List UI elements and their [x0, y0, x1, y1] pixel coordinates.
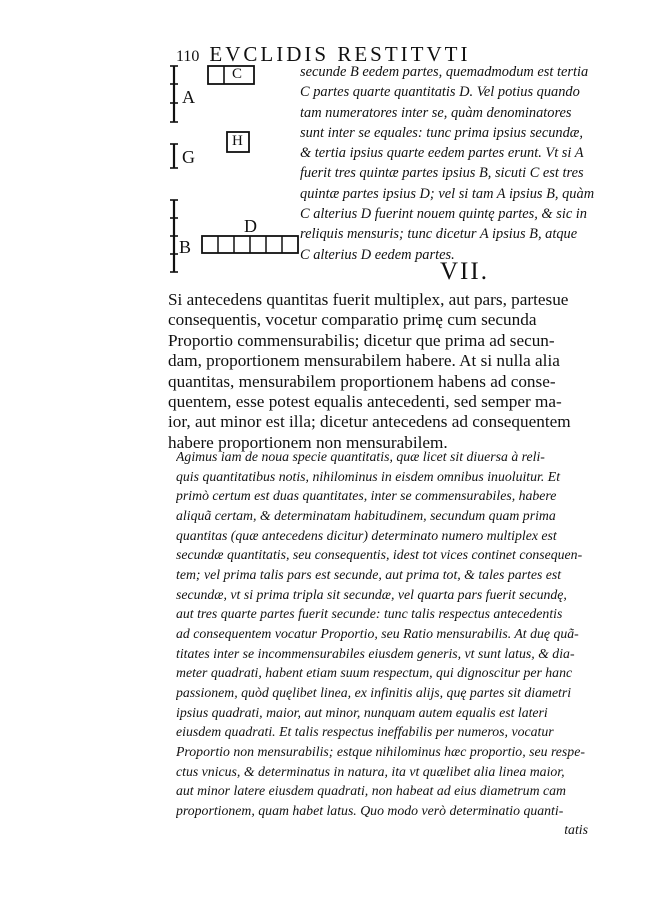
commentary-text — [176, 447, 616, 840]
catchword: tatis — [564, 822, 588, 838]
text-line: sunt inter se equales: tunc prima ipsius secundæ, — [300, 124, 583, 141]
text-line: C alterius D eedem partes. — [300, 246, 455, 263]
text-line: reliquis mensuris; tunc dicetur A ipsius B, atque — [300, 226, 578, 243]
text-line: quentem, esse potest equalis antecedenti, sed semper ma- — [168, 392, 562, 412]
text-line: secundæ, vt si prima tripla sit secundæ, vel quarta pars fuerit secundę, — [176, 586, 567, 602]
text-line: Agimus iam de noua specie quantitatis, quæ licet sit diuersa à reli- — [176, 449, 545, 464]
text-line: eiusdem quadrati. Et talis respectus ineffabilis per numeros, vocatur — [176, 724, 554, 740]
text-line: C partes quarte quantitatis D. Vel potius quando — [300, 84, 580, 101]
text-line: Si antecedens quantitas fuerit multiplex, aut pars, partesue — [168, 290, 569, 309]
text-line: quis quantitatibus notis, nihilominus in eisdem omnibus inuoluitur. Et — [176, 468, 561, 484]
text-line: & tertia ipsius quarte eedem partes erunt. Vt si A — [300, 145, 584, 162]
geometric-figure — [160, 60, 310, 285]
text-line: habere proportionem non mensurabilem. — [168, 432, 448, 452]
label-a: A — [182, 87, 195, 107]
text-line: passionem, quòd quęlibet linea, ex infinitis alijs, quę partes sit diametri — [176, 684, 572, 700]
continuation-text — [300, 62, 622, 265]
text-line: Proportio non mensurabilis; estque nihilominus hæc proportio, seu respe- — [176, 743, 585, 759]
text-line: quantitas, mensurabilem proportionem habens ad conse- — [168, 371, 556, 391]
text-line: tam numeratores inter se, quàm denominatores — [300, 104, 572, 121]
definition-text — [168, 290, 618, 453]
text-line: ior, aut minor est illa; dicetur antecedens ad consequentem — [168, 412, 571, 432]
label-g: G — [182, 147, 195, 167]
text-line: C alterius D fuerint nouem quintę partes, & sic in — [300, 206, 587, 223]
text-line: meter quadrati, habent etiam suum respectum, qui dignoscitur per hanc — [176, 665, 573, 681]
page-number: 110 — [176, 48, 200, 65]
text-line: tem; vel prima talis pars est secunde, aut prima tot, & tales partes est — [176, 566, 562, 582]
text-line: Proportio commensurabilis; dicetur que prima ad secun- — [168, 330, 555, 350]
text-line: secunde B eedem partes, quemadmodum est tertia — [300, 64, 589, 80]
text-line: ipsius quadrati, maior, aut minor, nunquam autem equalis est lateri — [176, 704, 548, 720]
text-line: quantitas (quæ antecedens dicitur) determinato numero multiplex est — [176, 527, 557, 543]
label-c: C — [232, 66, 243, 82]
text-line: aut tres quarte partes fuerit secunde: tunc talis respectus antecedentis — [176, 606, 563, 622]
label-h: H — [232, 133, 243, 149]
rect-c — [208, 66, 254, 84]
text-line: titates inter se incommensurabiles eiusdem generis, vt sunt latus, & dia- — [176, 645, 575, 661]
text-line: fuerit tres quintæ partes ipsius B, sicuti C est tres — [300, 165, 584, 182]
running-title: EVCLIDIS RESTITVTI — [209, 42, 471, 66]
text-line: secundæ quantitatis, seu consequentis, idest tot vices continet consequen- — [176, 547, 583, 563]
text-line: ad consequentem vocatur Proportio, seu Ratio mensurabilis. At duę quã- — [176, 625, 579, 641]
text-line: proportionem, quam habet latus. Quo modo verò determinatio quanti- — [176, 802, 564, 818]
text-line: quintæ partes ipsius D; vel si tam A ipsius B, quàm — [300, 185, 595, 202]
text-line: primò certum est duas quantitates, inter se commensurabiles, habere — [176, 488, 557, 504]
text-line: ctus vnicus, & determinatus in natura, ita vt quælibet alia linea maior, — [176, 763, 565, 779]
text-line: dam, proportionem mensurabilem habere. At si nulla alia — [168, 351, 560, 371]
text-line: aliquã certam, & determinatam habitudinem, secundum quam prima — [176, 507, 556, 523]
label-b: B — [179, 237, 192, 257]
text-line: consequentis, vocetur comparatio primę cum secunda — [168, 310, 537, 330]
label-d: D — [244, 216, 257, 236]
text-line: aut minor latere eiusdem quadrati, non habeat ad eius diametrum cam — [176, 783, 566, 799]
section-heading: VII. — [440, 258, 489, 285]
